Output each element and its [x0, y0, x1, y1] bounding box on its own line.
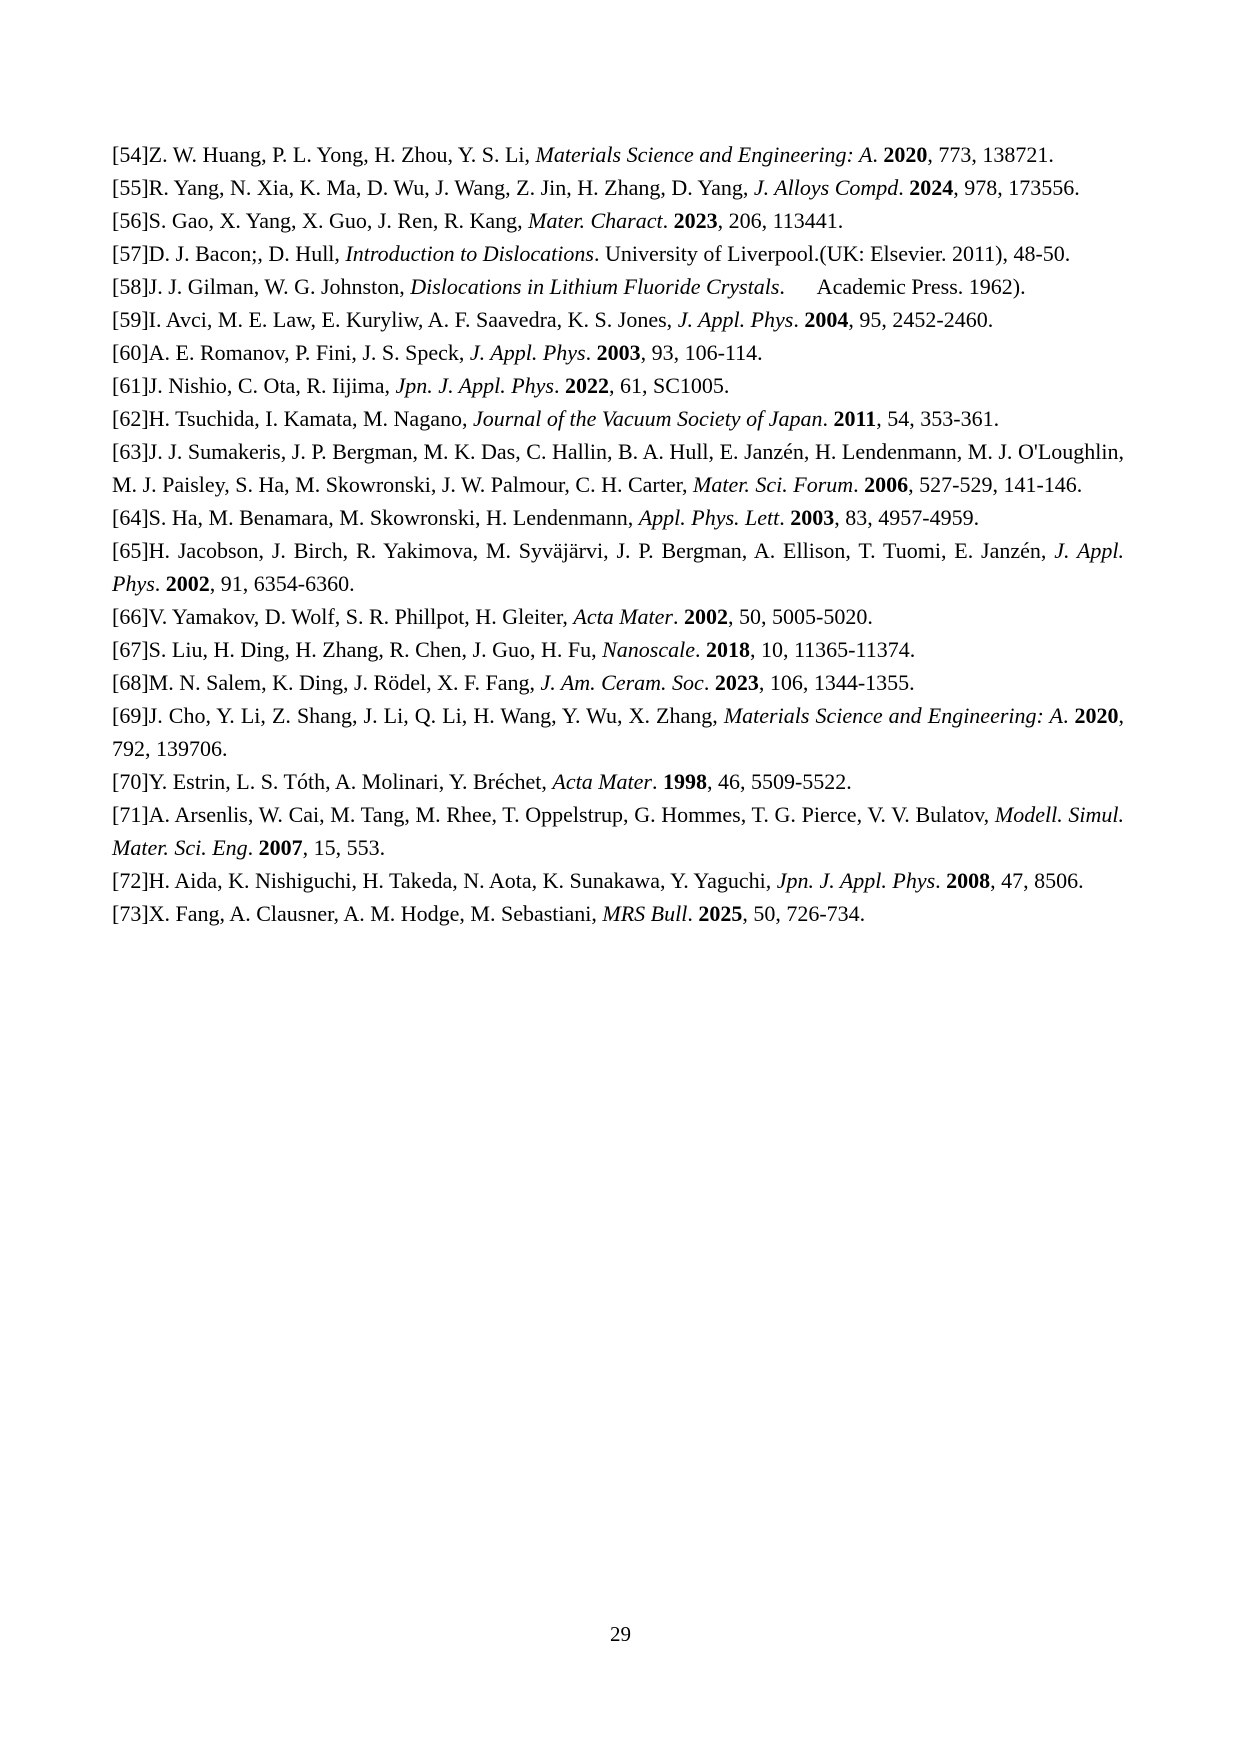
reference-segment: Modell. Simul. Mater. Sci. Eng: [112, 802, 1124, 860]
reference-segment: 2020: [883, 142, 928, 167]
reference-segment: , 93, 106-114.: [640, 340, 763, 365]
reference-segment: .: [651, 769, 663, 794]
reference-segment: . Academic Press. 1962).: [779, 274, 1026, 299]
reference-segment: [58]J. J. Gilman, W. G. Johnston,: [112, 274, 411, 299]
reference-segment: , 106, 1344-1355.: [758, 670, 915, 695]
reference-segment: .: [585, 340, 597, 365]
reference-segment: , 54, 353-361.: [876, 406, 1000, 431]
reference-segment: .: [247, 835, 259, 860]
reference-segment: J. Appl. Phys: [469, 340, 586, 365]
reference-segment: , 91, 6354-6360.: [209, 571, 355, 596]
reference-segment: [67]S. Liu, H. Ding, H. Zhang, R. Chen, J. Guo, H. Fu,: [112, 637, 603, 662]
reference-segment: [59]I. Avci, M. E. Law, E. Kuryliw, A. F. Saavedra, K. S. Jones,: [112, 307, 678, 332]
reference-segment: [70]Y. Estrin, L. S. Tóth, A. Molinari, Y. Bréchet,: [112, 769, 553, 794]
reference-item: [112, 171, 1124, 204]
reference-segment: , 978, 173556.: [953, 175, 1080, 200]
reference-segment: Journal of the Vacuum Society of Japan: [472, 406, 823, 431]
reference-segment: .: [662, 208, 674, 233]
reference-segment: 2008: [946, 868, 991, 893]
reference-item: [112, 204, 1124, 237]
reference-segment: Appl. Phys. Lett: [638, 505, 780, 530]
reference-item: [112, 501, 1124, 534]
reference-segment: [69]J. Cho, Y. Li, Z. Shang, J. Li, Q. Li, H. Wang, Y. Wu, X. Zhang,: [112, 703, 724, 728]
reference-item: [112, 765, 1124, 798]
reference-segment: Acta Mater: [573, 604, 673, 629]
reference-segment: Mater. Charact: [528, 208, 663, 233]
reference-segment: MRS Bull: [602, 901, 688, 926]
reference-segment: Materials Science and Engineering: A: [723, 703, 1063, 728]
reference-segment: Dislocations in Lithium Fluoride Crystals: [410, 274, 780, 299]
reference-segment: , 83, 4957-4959.: [834, 505, 980, 530]
reference-segment: 2011: [833, 406, 877, 431]
reference-segment: , 61, SC1005.: [609, 373, 730, 398]
reference-item: [112, 402, 1124, 435]
reference-item: [112, 699, 1124, 765]
reference-segment: .: [154, 571, 166, 596]
reference-segment: [54]Z. W. Huang, P. L. Yong, H. Zhou, Y. S. Li,: [112, 142, 536, 167]
reference-segment: , 95, 2452-2460.: [848, 307, 994, 332]
reference-segment: [56]S. Gao, X. Yang, X. Guo, J. Ren, R. Kang,: [112, 208, 529, 233]
reference-segment: , 206, 113441.: [717, 208, 844, 233]
reference-segment: [68]M. N. Salem, K. Ding, J. Rödel, X. F. Fang,: [112, 670, 541, 695]
reference-segment: .: [703, 670, 715, 695]
reference-segment: .: [822, 406, 834, 431]
reference-item: [112, 270, 1124, 303]
reference-segment: [65]H. Jacobson, J. Birch, R. Yakimova, M. Syväjärvi, J. P. Bergman, A. Ellison, T. Tuomi, E. Janzén,: [112, 538, 1055, 563]
reference-segment: [61]J. Nishio, C. Ota, R. Iijima,: [112, 373, 396, 398]
reference-segment: 2025: [698, 901, 743, 926]
reference-segment: 2004: [804, 307, 849, 332]
reference-segment: .: [898, 175, 910, 200]
reference-segment: , 527-529, 141-146.: [908, 472, 1083, 497]
reference-segment: , 10, 11365-11374.: [750, 637, 916, 662]
reference-segment: J. Alloys Compd: [753, 175, 899, 200]
reference-segment: 2022: [565, 373, 609, 398]
page-number: 29: [610, 1622, 631, 1646]
reference-segment: .: [687, 901, 699, 926]
reference-item: [112, 138, 1124, 171]
reference-segment: 2024: [909, 175, 954, 200]
reference-segment: [55]R. Yang, N. Xia, K. Ma, D. Wu, J. Wang, Z. Jin, H. Zhang, D. Yang,: [112, 175, 754, 200]
reference-segment: [73]X. Fang, A. Clausner, A. M. Hodge, M. Sebastiani,: [112, 901, 603, 926]
reference-segment: 2002: [684, 604, 728, 629]
reference-item: [112, 303, 1124, 336]
reference-segment: [72]H. Aida, K. Nishiguchi, H. Takeda, N. Aota, K. Sunakawa, Y. Yaguchi,: [112, 868, 777, 893]
reference-item: [112, 864, 1124, 897]
reference-segment: 2003: [596, 340, 641, 365]
reference-item: [112, 336, 1124, 369]
reference-item: [112, 435, 1124, 501]
reference-segment: .: [554, 373, 565, 398]
reference-item: [112, 369, 1124, 402]
reference-segment: Nanoscale: [602, 637, 695, 662]
reference-list: [112, 138, 1124, 930]
reference-segment: .: [793, 307, 805, 332]
reference-item: [112, 798, 1124, 864]
reference-segment: [60]A. E. Romanov, P. Fini, J. S. Speck,: [112, 340, 470, 365]
reference-item: [112, 600, 1124, 633]
reference-segment: Mater. Sci. Forum: [693, 472, 854, 497]
reference-item: [112, 633, 1124, 666]
reference-segment: Acta Mater: [552, 769, 652, 794]
reference-segment: Jpn. J. Appl. Phys: [776, 868, 936, 893]
reference-segment: .: [872, 142, 884, 167]
reference-segment: .: [673, 604, 684, 629]
reference-segment: [66]V. Yamakov, D. Wolf, S. R. Phillpot, H. Gleiter,: [112, 604, 574, 629]
reference-segment: J. Appl. Phys: [677, 307, 794, 332]
reference-segment: 2023: [673, 208, 718, 233]
reference-segment: [64]S. Ha, M. Benamara, M. Skowronski, H. Lendenmann,: [112, 505, 639, 530]
reference-segment: .: [779, 505, 791, 530]
reference-segment: [57]D. J. Bacon;, D. Hull,: [112, 241, 346, 266]
reference-item: [112, 897, 1124, 930]
reference-segment: , 46, 5509-5522.: [706, 769, 852, 794]
reference-item: [112, 666, 1124, 699]
reference-segment: , 792, 139706.: [112, 703, 1125, 761]
reference-segment: Materials Science and Engineering: A: [535, 142, 873, 167]
reference-segment: [62]H. Tsuchida, I. Kamata, M. Nagano,: [112, 406, 473, 431]
reference-segment: .: [1062, 703, 1075, 728]
reference-segment: 2007: [258, 835, 303, 860]
reference-segment: .: [695, 637, 706, 662]
reference-segment: , 50, 726-734.: [742, 901, 866, 926]
reference-item: [112, 237, 1124, 270]
reference-segment: , 50, 5005-5020.: [728, 604, 873, 629]
reference-segment: 1998: [662, 769, 707, 794]
reference-segment: .: [853, 472, 865, 497]
reference-segment: 2020: [1074, 703, 1119, 728]
reference-segment: Introduction to Dislocations: [345, 241, 594, 266]
reference-segment: . University of Liverpool.(UK: Elsevier. 2011), 48-50.: [593, 241, 1071, 266]
reference-segment: 2002: [165, 571, 210, 596]
reference-segment: , 773, 138721.: [927, 142, 1054, 167]
reference-segment: , 15, 553.: [302, 835, 386, 860]
reference-segment: 2003: [790, 505, 835, 530]
reference-segment: 2018: [706, 637, 750, 662]
reference-segment: Jpn. J. Appl. Phys: [395, 373, 554, 398]
reference-segment: J. Appl. Phys: [112, 538, 1124, 596]
reference-segment: , 47, 8506.: [990, 868, 1084, 893]
reference-segment: .: [935, 868, 947, 893]
reference-segment: [63]J. J. Sumakeris, J. P. Bergman, M. K. Das, C. Hallin, B. A. Hull, E. Janzén, H. Lendenmann, M. J. O'Loughlin, M. J. Paisley, S. Ha, M. Skowronski, J. W. Palmour, C. H. Carter,: [112, 439, 1124, 497]
reference-segment: [71]A. Arsenlis, W. Cai, M. Tang, M. Rhee, T. Oppelstrup, G. Hommes, T. G. Pierce, V. V. Bulatov,: [112, 802, 995, 827]
reference-segment: J. Am. Ceram. Soc: [540, 670, 704, 695]
reference-segment: 2023: [714, 670, 759, 695]
reference-segment: 2006: [864, 472, 909, 497]
reference-item: [112, 534, 1124, 600]
